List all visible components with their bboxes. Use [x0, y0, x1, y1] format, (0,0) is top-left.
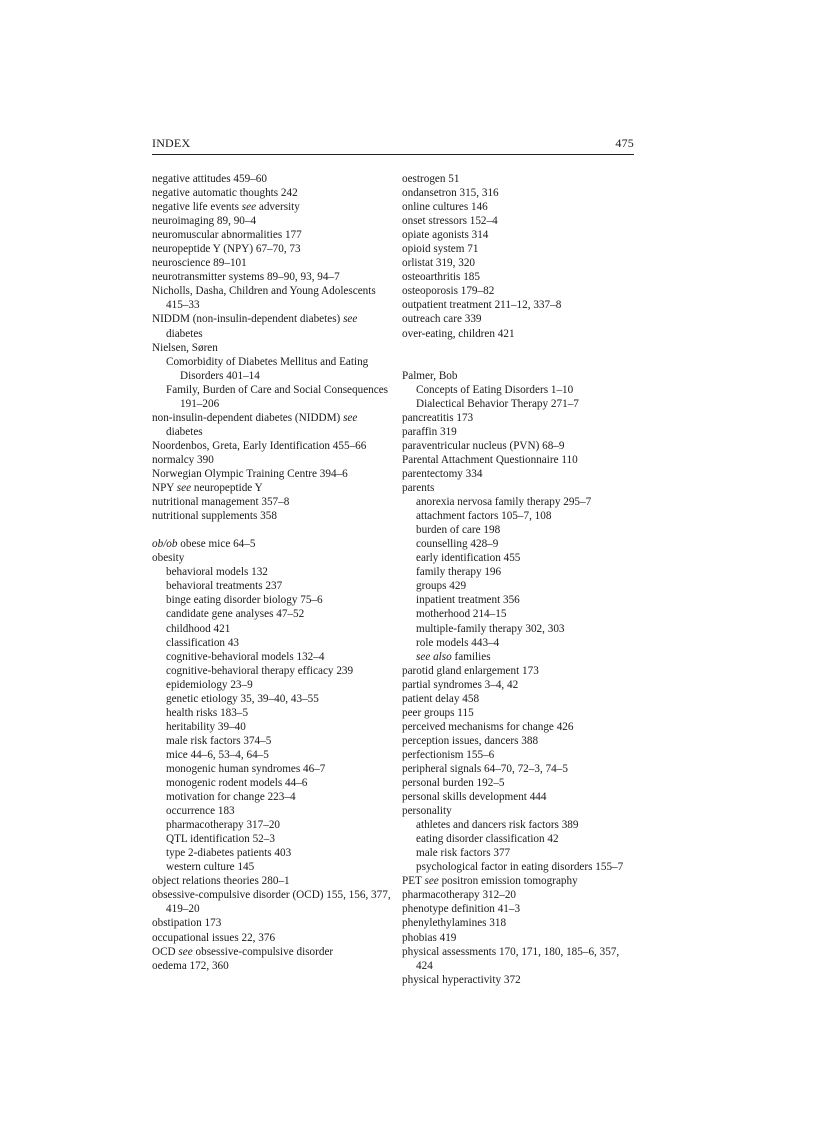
index-subentry: binge eating disorder biology 75–6 [166, 594, 323, 607]
entry-cross-reference: see [241, 201, 257, 214]
entry-cross-reference: see [178, 945, 193, 958]
index-entry: outreach care 339 [402, 313, 482, 326]
index-entry [152, 537, 392, 551]
index-subentry: eating disorder classification 42 [416, 833, 559, 846]
index-subentry: multiple-family therapy 302, 303 [416, 622, 565, 635]
index-entry: neuroimaging 89, 90–4 [152, 215, 257, 228]
index-entry: onset stressors 152–4 [402, 215, 498, 228]
index-entry: perfectionism 155–6 [402, 748, 495, 761]
entry-gap [402, 341, 638, 355]
index-subentry: Comorbidity of Diabetes Mellitus and Eating Disorders 401–14 [166, 355, 369, 382]
index-subentry: role models 443–4 [416, 636, 500, 649]
entry-cross-reference: see [343, 411, 358, 424]
index-entry: nutritional supplements 358 [152, 510, 277, 523]
index-entry: negative attitudes 459–60 [152, 173, 267, 185]
entry-text: neuropeptide Y [191, 482, 263, 495]
index-entry: Nicholls, Dasha, Children and Young Adolescents 415–33 [152, 285, 376, 312]
index-entry [152, 945, 392, 959]
entry-text: NPY [152, 482, 177, 495]
entry-gap [152, 523, 392, 537]
index-entry [402, 874, 638, 888]
entry-cross-reference: see [176, 482, 192, 495]
index-entry: personal skills development 444 [402, 791, 547, 804]
index-subentry: Concepts of Eating Disorders 1–10 [416, 383, 574, 396]
index-entry: pancreatitis 173 [402, 411, 474, 424]
index-entry: normalcy 390 [152, 453, 214, 466]
index-entry: patient delay 458 [402, 692, 480, 705]
index-entry: Norwegian Olympic Training Centre 394–6 [152, 467, 348, 480]
index-subentry: Family, Burden of Care and Social Consequences 191–206 [166, 383, 389, 410]
index-entry: peer groups 115 [402, 706, 474, 719]
entry-cross-reference: see also [416, 650, 452, 663]
entry-cross-reference: see [343, 313, 358, 326]
index-subentry: behavioral treatments 237 [166, 580, 283, 593]
index-entry: partial syndromes 3–4, 42 [402, 678, 519, 691]
index-subentry: psychological factor in eating disorders 155–7 [416, 861, 624, 874]
index-entry: parents [402, 482, 435, 495]
index-entry: osteoarthritis 185 [402, 271, 480, 284]
index-entry: personality [402, 805, 452, 818]
index-entry: paraffin 319 [402, 425, 457, 438]
entry-cross-reference: see [424, 875, 439, 888]
entry-cross-reference: ob/ob [152, 538, 178, 551]
index-subentry: attachment factors 105–7, 108 [416, 510, 552, 523]
index-entry: personal burden 192–5 [402, 777, 505, 790]
index-entry: perceived mechanisms for change 426 [402, 720, 574, 733]
index-entry: nutritional management 357–8 [152, 496, 290, 509]
index-entry: peripheral signals 64–70, 72–3, 74–5 [402, 762, 568, 775]
index-entry: pharmacotherapy 312–20 [402, 889, 517, 902]
index-entry: perception issues, dancers 388 [402, 734, 539, 747]
index-entry: physical hyperactivity 372 [402, 973, 521, 986]
index-subentry: mice 44–6, 53–4, 64–5 [166, 748, 269, 761]
index-entry: outpatient treatment 211–12, 337–8 [402, 299, 562, 312]
page-number: 475 [615, 136, 634, 150]
entry-text: diabetes [166, 327, 203, 340]
index-entry: over-eating, children 421 [402, 327, 515, 340]
index-entry: negative automatic thoughts 242 [152, 187, 298, 200]
index-subentry: groups 429 [416, 580, 467, 593]
index-subentry: monogenic rodent models 44–6 [166, 777, 308, 790]
index-entry: oedema 172, 360 [152, 959, 229, 972]
index-entry: ondansetron 315, 316 [402, 187, 499, 200]
entry-text: non-insulin-dependent diabetes (NIDDM) [152, 411, 344, 424]
index-entry: oestrogen 51 [402, 173, 460, 185]
index-entry: neuromuscular abnormalities 177 [152, 229, 302, 242]
index-subentry: classification 43 [166, 636, 240, 649]
entry-text: obsessive-compulsive disorder [192, 945, 334, 958]
index-subentry: monogenic human syndromes 46–7 [166, 762, 326, 775]
index-entry: osteoporosis 179–82 [402, 285, 495, 298]
index-entry: paraventricular nucleus (PVN) 68–9 [402, 439, 565, 452]
index-subentry: cognitive-behavioral models 132–4 [166, 650, 325, 663]
entry-text: positron emission tomography [438, 875, 578, 888]
index-subentry: male risk factors 374–5 [166, 734, 272, 747]
index-entry: neurotransmitter systems 89–90, 93, 94–7 [152, 271, 340, 284]
index-subentry: male risk factors 377 [416, 847, 511, 860]
index-entry: opiate agonists 314 [402, 229, 489, 242]
header-rule [152, 154, 634, 155]
index-entry: object relations theories 280–1 [152, 875, 290, 888]
entry-text: adversity [256, 201, 300, 214]
index-entry: Noordenbos, Greta, Early Identification 455–66 [152, 439, 367, 452]
index-subentry: western culture 145 [166, 861, 255, 874]
index-column-left [152, 172, 392, 973]
index-entry: parotid gland enlargement 173 [402, 664, 539, 677]
index-entry: Nielsen, Søren [152, 341, 218, 354]
index-subentry: burden of care 198 [416, 524, 501, 537]
index-entry: parentectomy 334 [402, 467, 483, 480]
index-entry: neuropeptide Y (NPY) 67–70, 73 [152, 243, 301, 256]
index-subentry: genetic etiology 35, 39–40, 43–55 [166, 692, 319, 705]
entry-gap [402, 355, 638, 369]
index-subentry: motherhood 214–15 [416, 608, 507, 621]
index-entry: physical assessments 170, 171, 180, 185–6, 357, 424 [402, 945, 620, 972]
index-entry: obstipation 173 [152, 917, 222, 930]
index-entry [152, 200, 392, 214]
entry-text: negative life events [152, 201, 242, 214]
index-entry: online cultures 146 [402, 201, 488, 214]
index-entry: obsessive-compulsive disorder (OCD) 155, 156, 377, 419–20 [152, 889, 391, 916]
index-entry: obesity [152, 552, 185, 565]
index-subentry: candidate gene analyses 47–52 [166, 608, 305, 621]
index-entry [152, 411, 392, 439]
index-subentry: health risks 183–5 [166, 706, 249, 719]
index-subentry: childhood 421 [166, 622, 231, 635]
index-subentry: family therapy 196 [416, 566, 502, 579]
index-subentry: heritability 39–40 [166, 720, 246, 733]
index-entry [152, 312, 392, 340]
index-subentry: Dialectical Behavior Therapy 271–7 [416, 397, 579, 410]
index-subentry: epidemiology 23–9 [166, 678, 253, 691]
index-entry: neuroscience 89–101 [152, 257, 247, 270]
index-entry: phenylethylamines 318 [402, 917, 507, 930]
index-subentry: cognitive-behavioral therapy efficacy 239 [166, 664, 354, 677]
index-subentry: motivation for change 223–4 [166, 791, 296, 804]
index-entry: orlistat 319, 320 [402, 257, 476, 270]
entry-text: diabetes [166, 425, 203, 438]
index-entry: opioid system 71 [402, 243, 479, 256]
index-entry [152, 481, 392, 495]
index-subentry: type 2-diabetes patients 403 [166, 847, 292, 860]
entry-text: PET [402, 875, 425, 888]
index-subentry: inpatient treatment 356 [416, 594, 520, 607]
index-subentry: counselling 428–9 [416, 538, 499, 551]
index-entry: phobias 419 [402, 931, 457, 944]
entry-text: OCD [152, 945, 179, 958]
entry-text: NIDDM (non-insulin-dependent diabetes) [152, 313, 344, 326]
entry-text: families [451, 650, 491, 663]
section-title: INDEX [152, 136, 191, 150]
index-subentry: athletes and dancers risk factors 389 [416, 819, 579, 832]
index-entry: occupational issues 22, 376 [152, 931, 276, 944]
index-subentry: occurrence 183 [166, 805, 235, 818]
index-subentry: behavioral models 132 [166, 566, 268, 579]
index-subentry [402, 650, 638, 664]
index-entry: phenotype definition 41–3 [402, 903, 521, 916]
index-entry: Parental Attachment Questionnaire 110 [402, 453, 578, 466]
entry-text: obese mice 64–5 [177, 538, 256, 551]
index-subentry: early identification 455 [416, 552, 521, 565]
index-subentry: pharmacotherapy 317–20 [166, 819, 281, 832]
index-entry: Palmer, Bob [402, 369, 458, 382]
index-column-right [402, 172, 638, 987]
index-subentry: anorexia nervosa family therapy 295–7 [416, 496, 592, 509]
index-subentry: QTL identification 52–3 [166, 833, 275, 846]
